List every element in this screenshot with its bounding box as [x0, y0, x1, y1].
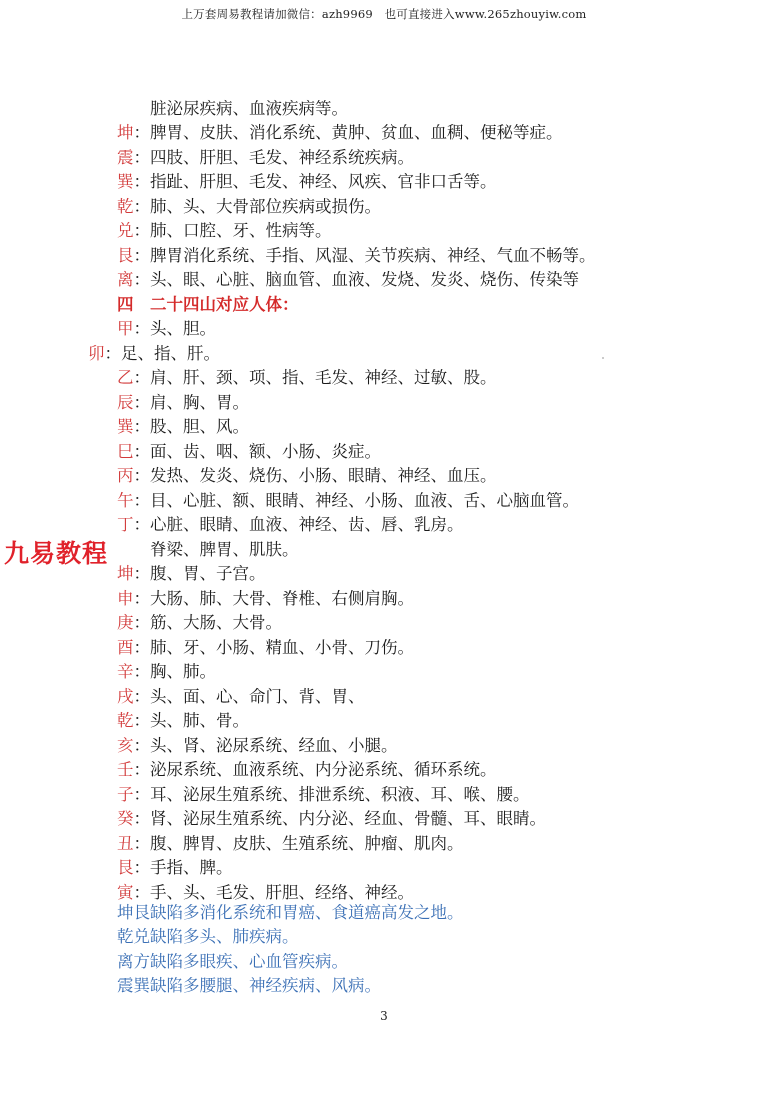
mountain-label: 巽 [117, 417, 134, 436]
trigram-label: 乾 [117, 197, 134, 216]
mountain-label: 坤 [117, 564, 134, 583]
mountain-row [88, 343, 220, 365]
mountain-text: ：心脏、眼睛、血液、神经、齿、唇、乳房。 [133, 515, 464, 534]
scan-speck [602, 357, 604, 359]
trigram-row [117, 245, 596, 267]
mountain-row [150, 539, 299, 561]
mountain-row [117, 833, 464, 855]
trigram-text: ：头、眼、心脏、脑血管、血液、发烧、发炎、烧伤、传染等 [133, 270, 579, 289]
mountain-row [117, 735, 398, 757]
mountain-label: 艮 [117, 858, 134, 877]
mountain-text: ：大肠、肺、大骨、脊椎、右侧肩胸。 [133, 589, 414, 608]
watermark-logo: 九易教程 [4, 539, 109, 568]
mountain-label: 乾 [117, 711, 134, 730]
trigram-label: 震 [117, 148, 134, 167]
mountain-text: ：胸、肺。 [133, 662, 216, 681]
mountain-text: ：肺、牙、小肠、精血、小骨、刀伤。 [133, 638, 414, 657]
mountain-text: ：头、胆。 [133, 319, 216, 338]
trigram-text: ：四肢、肝胆、毛发、神经系统疾病。 [133, 148, 414, 167]
mountain-row [117, 637, 414, 659]
mountain-text: ：目、心脏、额、眼睛、神经、小肠、血液、舌、心脑血管。 [133, 491, 579, 510]
mountain-row [117, 441, 381, 463]
mountain-row [117, 514, 464, 536]
mountain-row [117, 612, 282, 634]
mountain-text: ：头、肾、泌尿系统、经血、小腿。 [133, 736, 398, 755]
mountain-text: 脊梁、脾胃、肌肤。 [150, 540, 299, 559]
trigram-text: ：肺、头、大骨部位疾病或损伤。 [133, 197, 381, 216]
mountain-text: ：头、肺、骨。 [133, 711, 249, 730]
trigram-text: ：指趾、肝胆、毛发、神经、风疾、官非口舌等。 [133, 172, 497, 191]
mountain-label: 酉 [117, 638, 134, 657]
mountain-row [117, 759, 497, 781]
note-line: 坤艮缺陷多消化系统和胃癌、食道癌高发之地。 [117, 903, 464, 922]
mountain-text: ：腹、胃、子宫。 [133, 564, 266, 583]
mountain-label: 戌 [117, 687, 134, 706]
mountain-label: 申 [117, 589, 134, 608]
note-line: 震巽缺陷多腰腿、神经疾病、风病。 [117, 976, 381, 995]
page-header: 上万套周易教程请加微信：azh9969 也可直接进入www.265zhouyiw.com [181, 7, 587, 21]
mountain-label: 丙 [117, 466, 134, 485]
trigram-row [117, 220, 332, 242]
trigram-label: 坤 [117, 123, 134, 142]
note-line: 离方缺陷多眼疾、心血管疾病。 [117, 952, 348, 971]
mountain-label: 寅 [117, 883, 134, 902]
mountain-row [117, 882, 414, 904]
mountain-text: ：面、齿、咽、额、小肠、炎症。 [133, 442, 381, 461]
mountain-label: 辰 [117, 393, 134, 412]
mountain-label: 丁 [117, 515, 134, 534]
mountain-row [117, 392, 249, 414]
trigram-row [117, 122, 563, 144]
section-heading: 四 二十四山对应人体： [117, 295, 299, 314]
mountain-text: ：发热、发炎、烧伤、小肠、眼睛、神经、血压。 [133, 466, 497, 485]
mountain-row [117, 490, 579, 512]
mountain-text: ：筋、大肠、大骨。 [133, 613, 282, 632]
mountain-text: ：肾、泌尿生殖系统、内分泌、经血、骨髓、耳、眼睛。 [133, 809, 546, 828]
mountain-row [117, 784, 530, 806]
note-line: 乾兑缺陷多头、肺疾病。 [117, 927, 299, 946]
mountain-row [117, 808, 546, 830]
mountain-label: 癸 [117, 809, 134, 828]
mountain-row [117, 588, 414, 610]
trigram-label: 巽 [117, 172, 134, 191]
mountain-text: ：肩、胸、胃。 [133, 393, 249, 412]
mountain-text: ：足、指、肝。 [104, 344, 220, 363]
mountain-text: ：手指、脾。 [133, 858, 233, 877]
mountain-label: 庚 [117, 613, 134, 632]
mountain-label: 壬 [117, 760, 134, 779]
mountain-label: 乙 [117, 368, 134, 387]
trigram-text: ：肺、口腔、牙、性病等。 [133, 221, 332, 240]
mountain-row [117, 686, 365, 708]
intro-line: 脏泌尿疾病、血液疾病等。 [150, 99, 348, 118]
mountain-label: 亥 [117, 736, 134, 755]
trigram-text: ：脾胃、皮肤、消化系统、黄肿、贫血、血稠、便秘等症。 [133, 123, 563, 142]
trigram-label: 艮 [117, 246, 134, 265]
trigram-row [117, 147, 414, 169]
mountain-text: ：腹、脾胃、皮肤、生殖系统、肿瘤、肌肉。 [133, 834, 464, 853]
mountain-row [117, 318, 216, 340]
mountain-text: ：肩、肝、颈、项、指、毛发、神经、过敏、股。 [133, 368, 497, 387]
mountain-text: ：手、头、毛发、肝胆、经络、神经。 [133, 883, 414, 902]
mountain-text: ：耳、泌尿生殖系统、排泄系统、积液、耳、喉、腰。 [133, 785, 530, 804]
mountain-label: 午 [117, 491, 134, 510]
mountain-label: 卯 [88, 344, 105, 363]
mountain-row [117, 367, 497, 389]
trigram-text: ：脾胃消化系统、手指、风湿、关节疾病、神经、气血不畅等。 [133, 246, 596, 265]
mountain-label: 子 [117, 785, 134, 804]
trigram-label: 兑 [117, 221, 134, 240]
trigram-row [117, 269, 579, 291]
page-number: 3 [380, 1009, 388, 1023]
mountain-row [117, 563, 266, 585]
mountain-row [117, 416, 249, 438]
mountain-row [117, 661, 216, 683]
mountain-text: ：泌尿系统、血液系统、内分泌系统、循环系统。 [133, 760, 497, 779]
mountain-label: 丑 [117, 834, 134, 853]
mountain-text: ：股、胆、风。 [133, 417, 249, 436]
mountain-text: ：头、面、心、命门、背、胃、 [133, 687, 365, 706]
mountain-row [117, 465, 497, 487]
mountain-label: 巳 [117, 442, 134, 461]
trigram-row [117, 171, 497, 193]
mountain-row [117, 710, 249, 732]
trigram-row [117, 196, 381, 218]
mountain-label: 辛 [117, 662, 134, 681]
trigram-label: 离 [117, 270, 134, 289]
mountain-label: 甲 [117, 319, 134, 338]
mountain-row [117, 857, 233, 879]
